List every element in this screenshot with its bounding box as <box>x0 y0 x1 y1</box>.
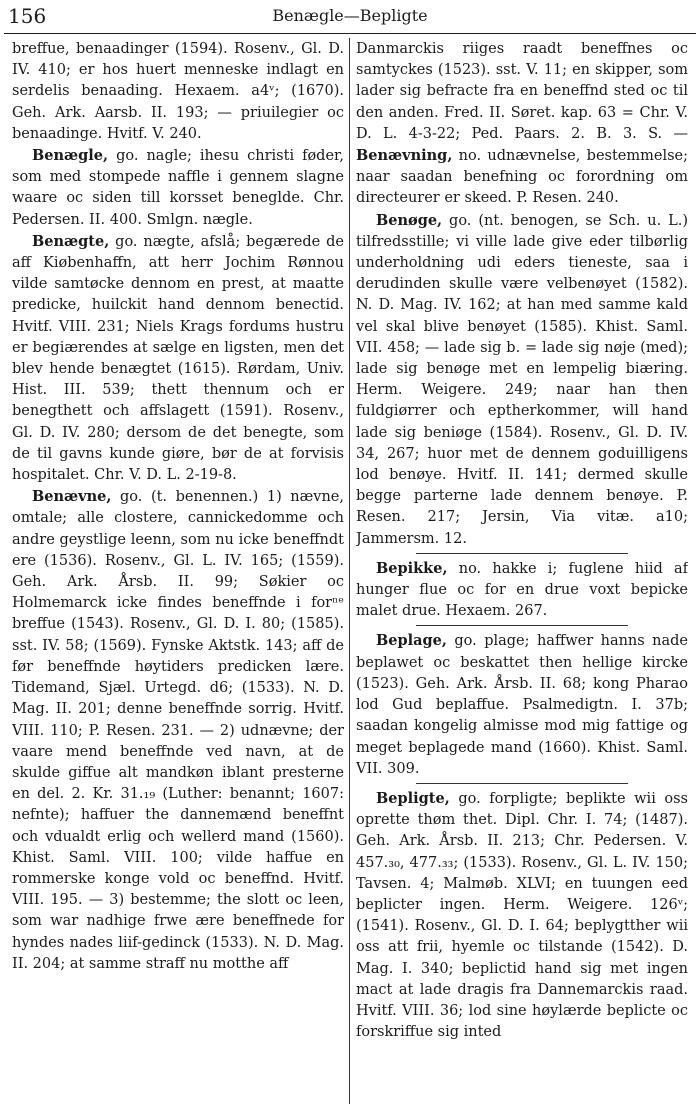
entry-text: go. nægte, afslå; begærede de aff Kiøbenhaffn, att herr Jochim Rønnou vilde samtøcke dennom en prest, at maatte predicke, huilckit hand dennom benectid. Hvitf. VIII. 231; Niels Krags fordums hustru er begiærendes at sælge en ligsten, men det blev hende benægtet (1615). Rørdam, Univ. Hist. III. 539; thett thennum och er benegthett och affslagett (1591). Rosenv., Gl. D. IV. 280; dersom de det benegte, som de til gavns kunde giøre, bør de at forvisis hospitalet. Chr. V. D. L. 2-19-8. <box>12 233 344 484</box>
header-rule <box>4 33 696 34</box>
entry-separator <box>416 783 628 784</box>
entry-text: no. hakke i; fuglene hiid af hunger flue oc for en drue voxt bepicke malet drue. Hexaem. 267. <box>356 560 688 620</box>
dictionary-entry <box>356 38 688 210</box>
entry-headword: Benøge, <box>376 211 443 229</box>
page-number: 156 <box>8 4 47 28</box>
dictionary-entry <box>12 38 344 145</box>
entry-text: no. udnævnelse, bestemmelse; naar saadan benefning oc forordning om directeurer er skeed. P. Resen. 240. <box>356 148 688 207</box>
entry-headword: Bepikke, <box>376 559 448 577</box>
page-header <box>0 0 700 34</box>
dictionary-entry <box>356 630 688 779</box>
entry-headword: Bepligte, <box>376 789 450 807</box>
entry-text: Danmarckis riiges raadt beneffnes oc samtyckes (1523). sst. V. 11; en skipper, som lader sig befracte fra en beneffnd sted oc til den anden. Fred. II. Søret. kap. 63 = Chr. V. D. L. 4-3-22; Ped. Paars. 2. B. 3. S. — <box>356 41 688 142</box>
dictionary-entry <box>356 210 688 550</box>
dictionary-entry <box>12 231 344 486</box>
entry-separator <box>416 625 628 626</box>
entry-text: go. nagle; ihesu christi føder, som med stompede naffle i gennem slagne waare oc siden till korsset beneglde. Chr. Pedersen. II. 400. Smlgn. nægle. <box>12 148 344 228</box>
column-divider <box>349 38 350 1104</box>
entry-headword: Benævne, <box>32 488 112 506</box>
dictionary-entry <box>12 486 344 975</box>
entry-headword: Benævning, <box>356 147 453 165</box>
right-column <box>356 38 688 1106</box>
running-head: Benægle—Bepligte <box>272 6 428 25</box>
entry-text: go. forpligte; beplikte wii oss oprette thøm thet. Dipl. Chr. I. 74; (1487). Geh. Ark. Årsb. II. 213; Chr. Pedersen. V. 457.₃₀, 477.₃₃; (1533). Rosenv., Gl. L. IV. 150; Tavsen. 4; Malmøb. XLVI; en tuungen eed beplicter ingen. Herm. Weigere. 126ᵛ; (1541). Rosenv., Gl. D. I. 64; beplygtther wii oss att frii, hyemle oc tilstande (1542). D. Mag. I. 340; beplictid hand sig met ingen mact at lade dragis fra Dannemarckis raad. Hvitf. VIII. 36; lod sine høylærde beplicte oc forskriffue sig inted <box>356 790 688 1041</box>
dictionary-entry <box>356 558 688 623</box>
dictionary-entry <box>12 145 344 231</box>
entry-text: breffue, benaadinger (1594). Rosenv., Gl. D. IV. 410; er hos huert menneske indlagt en serdelis benaading. Hexaem. a4ᵛ; (1670). Geh. Ark. Aarsb. II. 193; — priuilegier oc benaadinge. Hvitf. V. 240. <box>12 41 344 142</box>
dictionary-entry <box>356 788 688 1043</box>
entry-text: go. plage; haffwer hanns nade beplawet oc beskattet then hellige kircke (1523). Geh. Ark. Årsb. II. 68; kong Pharao lod Gud beplaffue. Psalmedigtn. I. 37b; saadan kongelig almisse mod mig fattige og meget beplagede mand (1660). Khist. Saml. VII. 309. <box>356 633 688 777</box>
entry-separator <box>416 553 628 554</box>
entry-headword: Beplage, <box>376 632 447 650</box>
entry-text: go. (nt. benogen, se Sch. u. L.) tilfredsstille; vi ville lade give eder tilbørlig underholdning udi eders tieneste, saa i derudinden skulle være velbenøyet (1582). N. D. Mag. IV. 162; at han med samme kald vel skal blive benøyet (1585). Khist. Saml. VII. 458; — lade sig b. = lade sig nøje (med); lade sig benøge met en lempelig biæring. Herm. Weigere. 249; naar han then fuldgiørrer och eptherkommer, will hand lade sig beniøge (1584). Rosenv., Gl. D. IV. 34, 267; huor met de dennem goduilligens lod benøye. Hvitf. II. 141; dermed skulle begge parterne lade dennem benøye. P. Resen. 217; Jersin, Via vitæ. a10; Jammersm. 12. <box>356 212 688 547</box>
entry-text: go. (t. benennen.) 1) nævne, omtale; alle clostere, cannickedomme och andre geystlige leenn, som nu icke beneffndt ere (1536). Rosenv., Gl. L. IV. 165; (1559). Geh. Ark. Årsb. II. 99; Søkier oc Holmemarck icke findes beneffnde i forⁿᵉ breffue (1543). Rosenv., Gl. D. I. 80; (1585). sst. IV. 58; (1569). Fynske Aktstk. 143; aff de før beneffnde høytiders predicken lære. Tidemand, Sjæl. Urtegd. d6; (1533). N. D. Mag. II. 201; denne beneffnde sorrig. Hvitf. VIII. 110; P. Resen. 231. — 2) udnævne; der vaare mend beneffnde ved navn, at de skulde giffue alt mandkøn iblant presterne en del. 2. Kr. 31.₁₉ (Luther: benannt; 1607: nefnte); haffuer the dannemænd beneffnt och vdualdt erlig och wellerd mand (1560). Khist. Saml. VIII. 100; vilde haffue en rommerske konge vold oc beneffnd. Hvitf. VIII. 195. — 3) bestemme; the slott oc leen, som war nadhige frwe ære beneffnede for hyndes nades liif-gedinck (1533). N. D. Mag. II. 204; at samme straff nu motthe aff <box>12 489 344 972</box>
left-column <box>12 38 344 1106</box>
entry-headword: Benægle, <box>32 147 109 165</box>
entry-headword: Benægte, <box>32 232 110 250</box>
